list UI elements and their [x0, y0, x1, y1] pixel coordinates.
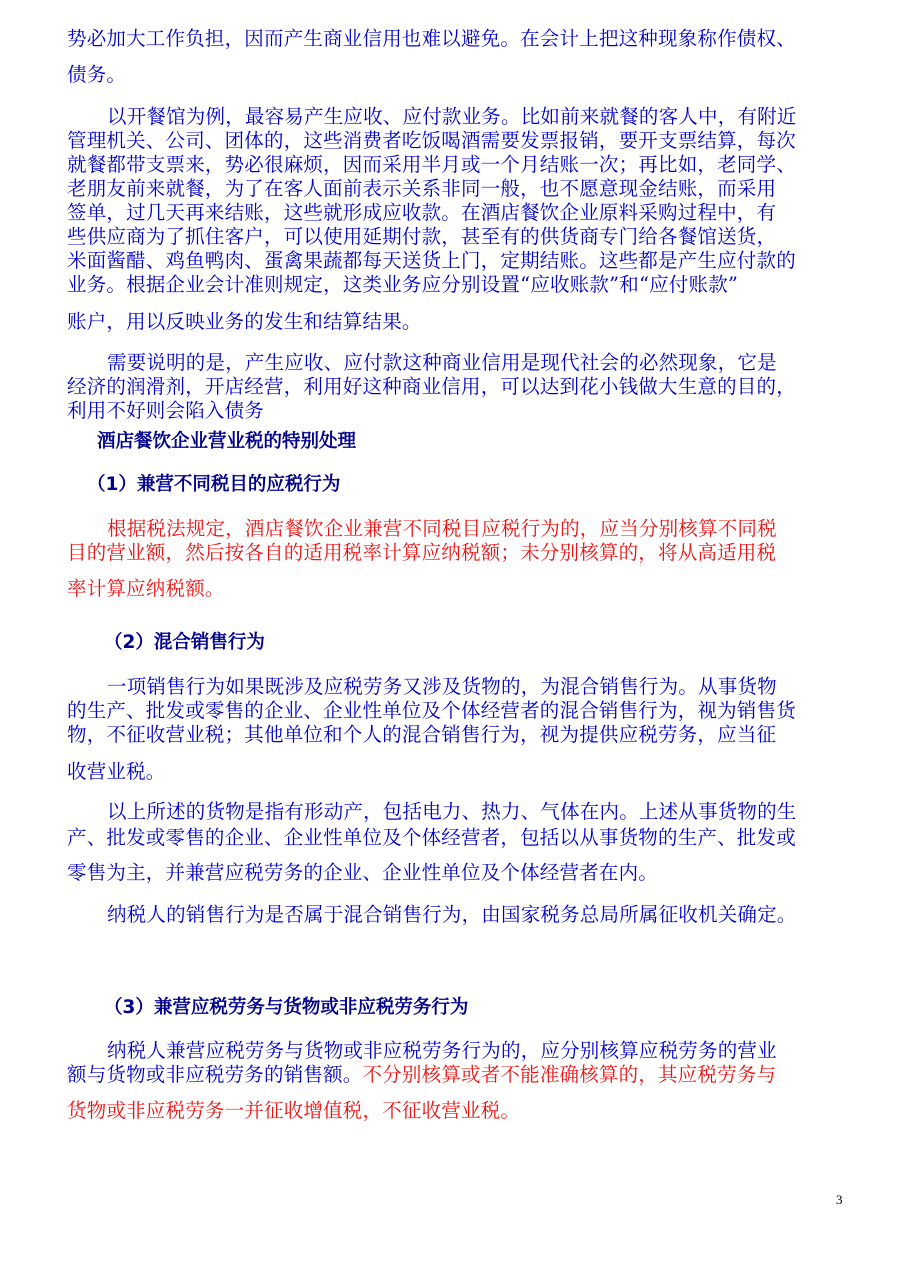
page-number: 3 [836, 1192, 843, 1207]
paragraph-8-line-2 [67, 1063, 776, 1087]
paragraph-2-line-8: 业务。根据企业会计准则规定，这类业务应分别设置“应收账款”和“应付账款” [67, 273, 739, 296]
paragraph-3-line-2: 经济的润滑剂，开店经营，利用好这种商业信用，可以达到花小钱做大生意的目的， [67, 375, 796, 398]
paragraph-2-line-5: 签单，过几天再来结账，这些就形成应收款。在酒店餐饮企业原料采购过程中，有 [67, 201, 777, 224]
paragraph-6-line-2: 产、批发或零售的企业、企业性单位及个体经营者，包括以从事货物的生产、批发或 [67, 826, 796, 849]
paragraph-8-line-3: 货物或非应税劳务一并征收增值税，不征收营业税。 [67, 1099, 521, 1122]
paragraph-5-line-2: 的生产、批发或零售的企业、企业性单位及个体经营者的混合销售行为，视为销售货 [67, 699, 796, 722]
heading-3: （3）兼营应税劳务与货物或非应税劳务行为 [104, 997, 469, 1018]
paragraph-6-line-1: 以上所述的货物是指有形动产，包括电力、热力、气体在内。上述从事货物的生 [107, 800, 797, 823]
paragraph-2-line-6: 些供应商为了抓住客户，可以使用延期付款，甚至有的供货商专门给各餐馆送货， [67, 225, 777, 248]
paragraph-8-line-1: 纳税人兼营应税劳务与货物或非应税劳务行为的，应分别核算应税劳务的营业 [107, 1039, 777, 1062]
paragraph-7-line-1: 纳税人的销售行为是否属于混合销售行为，由国家税务总局所属征收机关确定。 [107, 903, 797, 926]
paragraph-1-line-1: 势必加大工作负担，因而产生商业信用也难以避免。在会计上把这种现象称作债权、 [67, 27, 796, 50]
paragraph-5-line-4: 收营业税。 [67, 760, 166, 783]
paragraph-2-line-4: 老朋友前来就餐，为了在客人面前表示关系非同一般，也不愿意现金结账，而采用 [67, 177, 777, 200]
heading-2: （2）混合销售行为 [104, 632, 265, 653]
paragraph-2-line-2: 管理机关、公司、团体的，这些消费者吃饭喝酒需要发票报销，要开支票结算，每次 [67, 129, 796, 152]
paragraph-1-line-2: 债务。 [67, 63, 127, 86]
paragraph-8-line-2-blue: 额与货物或非应税劳务的销售额。 [67, 1063, 363, 1086]
paragraph-3-line-3: 利用不好则会陷入债务 [67, 399, 265, 422]
paragraph-5-line-3: 物，不征收营业税；其他单位和个人的混合销售行为，视为提供应税劳务，应当征 [67, 723, 777, 746]
paragraph-3-line-1: 需要说明的是，产生应收、应付款这种商业信用是现代社会的必然现象，它是 [107, 351, 777, 374]
heading-1: （1）兼营不同税目的应税行为 [87, 474, 341, 495]
section-title: 酒店餐饮企业营业税的特别处理 [97, 431, 357, 452]
paragraph-2-line-3: 就餐都带支票来，势必很麻烦，因而采用半月或一个月结账一次；再比如，老同学、 [67, 153, 796, 176]
paragraph-2-line-7: 米面酱醋、鸡鱼鸭肉、蛋禽果蔬都每天送货上门，定期结账。这些都是产生应付款的 [67, 249, 796, 272]
paragraph-2-line-1: 以开餐馆为例，最容易产生应收、应付款业务。比如前来就餐的客人中，有附近 [107, 105, 797, 128]
paragraph-4-line-2: 目的营业额，然后按各自的适用税率计算应纳税额；未分别核算的，将从高适用税 [67, 541, 777, 564]
paragraph-4-line-3: 率计算应纳税额。 [67, 577, 225, 600]
paragraph-8-line-2-red: 不分别核算或者不能准确核算的，其应税劳务与 [362, 1063, 777, 1086]
paragraph-6-line-3: 零售为主，并兼营应税劳务的企业、企业性单位及个体经营者在内。 [67, 861, 659, 884]
paragraph-5-line-1: 一项销售行为如果既涉及应税劳务又涉及货物的，为混合销售行为。从事货物 [107, 675, 777, 698]
paragraph-2-line-9: 账户，用以反映业务的发生和结算结果。 [67, 310, 422, 333]
paragraph-4-line-1: 根据税法规定，酒店餐饮企业兼营不同税目应税行为的，应当分别核算不同税 [107, 517, 777, 540]
